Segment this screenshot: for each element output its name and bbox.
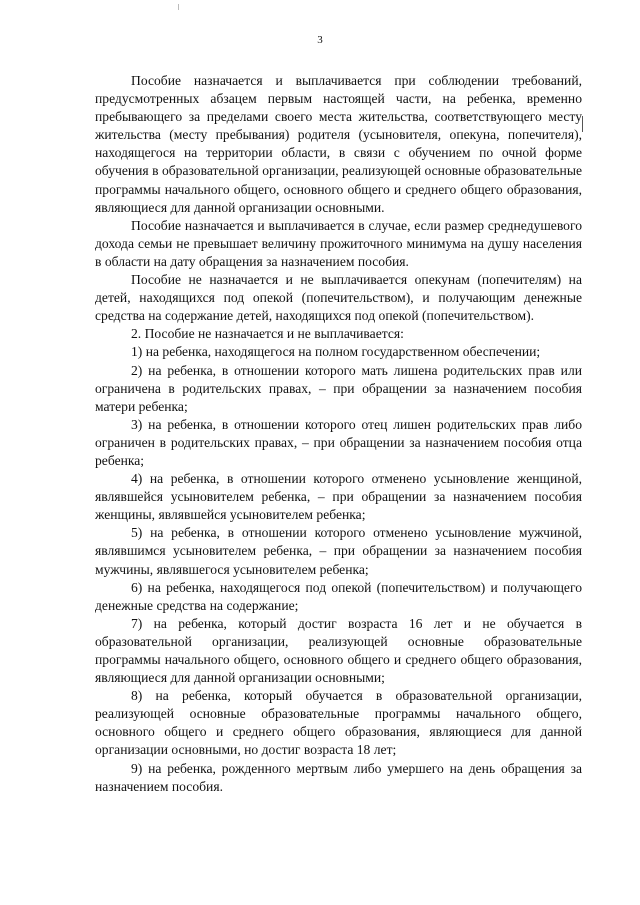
list-item-4: 4) на ребенка, в отношении которого отменено усыновление женщиной, являвшейся усыновителем ребенка, – при обращении за назначением пособия женщины, являвшейся усыновителем ребенка;	[95, 471, 582, 523]
list-item-1: 1) на ребенка, находящегося на полном государственном обеспечении;	[131, 344, 541, 360]
list-item-9: 9) на ребенка, рожденного мертвым либо умершего на день обращения за назначением пособия.	[95, 760, 582, 794]
document-body	[95, 72, 582, 796]
list-item-8: 8) на ребенка, который обучается в образовательной организации, реализующей основные образовательные программы начального общего, основного общего и среднего общего образования, являющиеся для данной организации основными, но достиг возраста 18 лет;	[95, 688, 582, 758]
list-item-6: 6) на ребенка, находящегося под опекой (попечительством) и получающего денежные средства на содержание;	[95, 579, 582, 613]
scan-artifact-top	[178, 4, 179, 10]
list-item-5: 5) на ребенка, в отношении которого отменено усыновление мужчиной, являвшимся усыновителем ребенка, – при обращении за назначением пособия мужчины, являвшегося усыновителем ребенка;	[95, 525, 582, 577]
paragraph-benefit-temporary-stay: Пособие назначается и выплачивается при соблюдении требований, предусмотренных абзацем первым настоящей части, на ребенка, временно пребывающего за пределами своего места жительства, соответствующего месту жительства (месту пребывания) родителя (усыновителя, опекуна, попечителя), находящегося на территории области, в связи с обучением по очной форме обучения в образовательной организации, реализующей основные образовательные программы начального общего, основного общего и среднего общего образования, являющиеся для данной организации основными.	[95, 73, 582, 215]
list-item-7: 7) на ребенка, который достиг возраста 16 лет и не обучается в образовательной организации, реализующей основные образовательные программы начального общего, основного общего и среднего общего образования, являющиеся для данной организации основными;	[95, 615, 582, 686]
paragraph-income-condition: Пособие назначается и выплачивается в случае, если размер среднедушевого дохода семьи не превышает величину прожиточного минимума на душу населения в области на дату обращения за назначением пособия.	[95, 217, 582, 269]
paragraph-guardians-exclusion: Пособие не назначается и не выплачивается опекунам (попечителям) на детей, находящихся под опекой (попечительством), и получающим денежные средства на содержание детей, находящихся под опекой (попечительством).	[95, 272, 582, 324]
scan-artifact-right	[582, 116, 583, 132]
list-item-3: 3) на ребенка, в отношении которого отец лишен родительских прав либо ограничен в родительских правах, – при обращении за назначением пособия отца ребенка;	[95, 416, 582, 468]
page-number: 3	[317, 34, 323, 46]
list-item-2: 2) на ребенка, в отношении которого мать лишена родительских прав или ограничена в родительских правах, – при обращении за назначением пособия матери ребенка;	[95, 362, 582, 414]
paragraph-section-2-heading: 2. Пособие не назначается и не выплачивается:	[131, 326, 404, 342]
